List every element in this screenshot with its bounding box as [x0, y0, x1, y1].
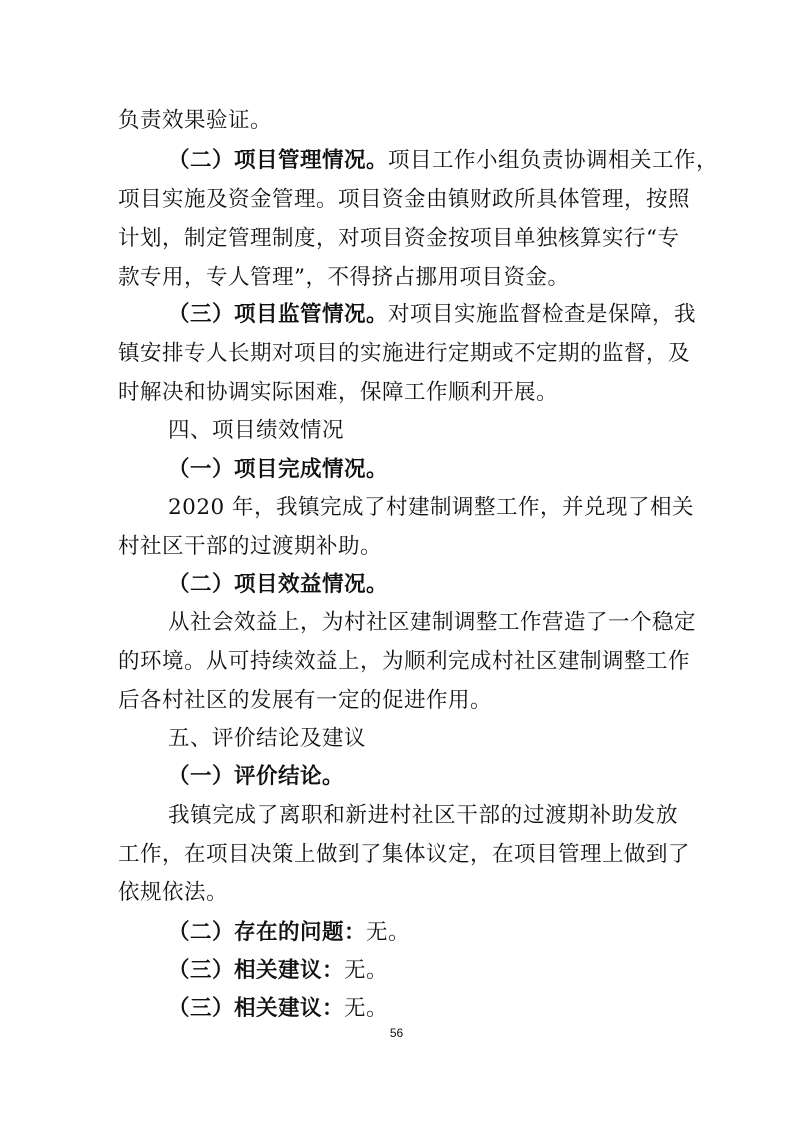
section-heading: （二）项目管理情况。	[168, 148, 389, 173]
body-text-line: 计划，制定管理制度，对项目资金按项目单独核算实行“专	[118, 226, 680, 251]
body-text-line: 时解决和协调实际困难，保障工作顺利开展。	[118, 380, 559, 405]
body-text-line: 后各村社区的发展有一定的促进作用。	[118, 688, 493, 713]
body-text: 无。	[344, 958, 389, 983]
body-text: 无。	[344, 996, 389, 1021]
body-text-line: 款专用，专人管理”，不得挤占挪用项目资金。	[118, 265, 570, 290]
body-text-line: 村社区干部的过渡期补助。	[118, 534, 383, 559]
body-text: 项目工作小组负责协调相关工作，	[388, 148, 719, 173]
body-text-line: 负责效果验证。	[118, 108, 273, 133]
section-heading: （二）项目效益情况。	[168, 572, 389, 597]
section-title: 五、评价结论及建议	[168, 726, 367, 751]
body-text-line: 从社会效益上，为村社区建制调整工作营造了一个稳定	[168, 610, 697, 635]
body-text-line: 我镇完成了离职和新进村社区干部的过渡期补助发放	[168, 803, 678, 828]
body-text: 无。	[366, 920, 411, 945]
section-heading: （一）项目完成情况。	[168, 457, 389, 482]
body-text-line: 工作，在项目决策上做到了集体议定，在项目管理上做到了	[118, 842, 691, 867]
suggestions-line	[168, 994, 678, 1024]
paragraph-project-supervision	[168, 300, 697, 330]
suggestions-line	[168, 956, 678, 986]
body-text-line: 2020 年，我镇完成了村建制调整工作，并兑现了相关	[168, 495, 695, 520]
body-text-line: 镇安排专人长期对项目的实施进行定期或不定期的监督，及	[118, 341, 691, 366]
section-heading: （一）评价结论。	[168, 764, 345, 789]
paragraph-project-management	[168, 146, 719, 176]
section-title: 四、项目绩效情况	[168, 418, 345, 443]
section-heading: （三）相关建议：	[168, 996, 345, 1021]
issues-line	[168, 918, 678, 948]
section-heading: （二）存在的问题：	[168, 920, 367, 945]
section-heading: （三）项目监管情况。	[168, 302, 389, 327]
body-text-line: 项目实施及资金管理。项目资金由镇财政所具体管理，按照	[118, 187, 691, 212]
body-text-line: 依规依法。	[118, 880, 229, 905]
body-text-line: 的环境。从可持续效益上，为顺利完成村社区建制调整工作	[118, 649, 691, 674]
page-number: 56	[389, 1026, 404, 1040]
section-heading: （三）相关建议：	[168, 958, 345, 983]
body-text: 对项目实施监督检查是保障，我	[388, 302, 697, 327]
